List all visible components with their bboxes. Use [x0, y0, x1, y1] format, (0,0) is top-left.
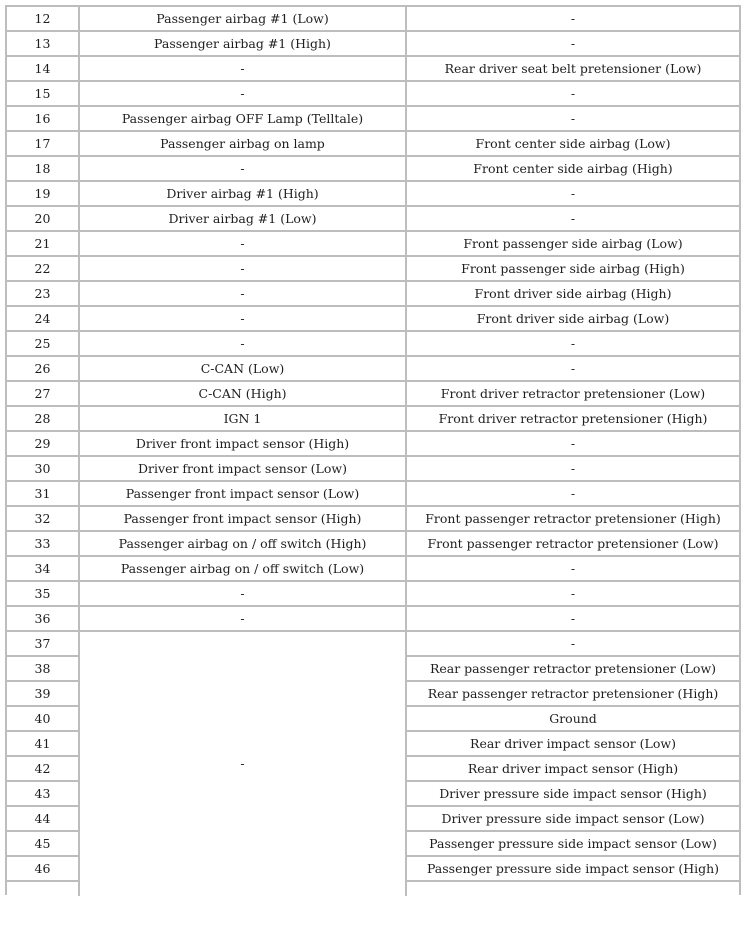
pin-number-cell: 25 [6, 331, 79, 356]
function-b-cell: - [406, 456, 740, 481]
function-a-cell: - [79, 156, 406, 181]
function-b-cell: Front center side airbag (High) [406, 156, 740, 181]
function-b-cell: - [406, 356, 740, 381]
function-a-cell: Passenger airbag on / off switch (Low) [79, 556, 406, 581]
pin-number-cell: 46 [6, 856, 79, 881]
function-a-cell: IGN 1 [79, 406, 406, 431]
function-b-cell: Ground [406, 706, 740, 731]
pin-number-cell: 32 [6, 506, 79, 531]
table-row [6, 331, 740, 356]
function-b-cell: - [406, 81, 740, 106]
pin-number-cell: 28 [6, 406, 79, 431]
pin-number-cell: 27 [6, 381, 79, 406]
pin-number-cell: 34 [6, 556, 79, 581]
table-row [6, 281, 740, 306]
table-row [6, 556, 740, 581]
pin-table-body [6, 6, 740, 895]
function-b-cell: - [406, 581, 740, 606]
table-row [6, 131, 740, 156]
pin-number-cell: 14 [6, 56, 79, 81]
empty-cell [6, 881, 79, 895]
function-a-cell: - [79, 306, 406, 331]
pin-number-cell: 15 [6, 81, 79, 106]
function-a-cell: Passenger front impact sensor (Low) [79, 481, 406, 506]
table-row [6, 306, 740, 331]
function-b-cell: Passenger pressure side impact sensor (High) [406, 856, 740, 881]
pin-number-cell: 31 [6, 481, 79, 506]
function-b-cell: Front passenger retractor pretensioner (High) [406, 506, 740, 531]
pin-number-cell: 22 [6, 256, 79, 281]
pin-number-cell: 42 [6, 756, 79, 781]
function-b-cell: - [406, 556, 740, 581]
table-row [6, 506, 740, 531]
function-a-cell: Driver airbag #1 (Low) [79, 206, 406, 231]
function-b-cell: Front driver retractor pretensioner (Low) [406, 381, 740, 406]
function-a-cell: - [79, 256, 406, 281]
function-a-cell: Passenger airbag on lamp [79, 131, 406, 156]
function-b-cell: Driver pressure side impact sensor (High) [406, 781, 740, 806]
pin-number-cell: 21 [6, 231, 79, 256]
pin-number-cell: 26 [6, 356, 79, 381]
pin-number-cell: 39 [6, 681, 79, 706]
pin-number-cell: 41 [6, 731, 79, 756]
table-row [6, 481, 740, 506]
function-a-merged-cell: - [79, 631, 406, 895]
table-row [6, 56, 740, 81]
function-a-cell: Driver airbag #1 (High) [79, 181, 406, 206]
pin-number-cell: 33 [6, 531, 79, 556]
function-b-cell: - [406, 31, 740, 56]
function-a-cell: Passenger airbag OFF Lamp (Telltale) [79, 106, 406, 131]
function-b-cell: - [406, 331, 740, 356]
table-row [6, 231, 740, 256]
table-row [6, 356, 740, 381]
function-a-cell: Passenger airbag #1 (Low) [79, 6, 406, 31]
table-row [6, 531, 740, 556]
pin-number-cell: 18 [6, 156, 79, 181]
pin-function-table [5, 5, 741, 896]
function-a-cell: - [79, 231, 406, 256]
function-b-cell: Rear driver impact sensor (High) [406, 756, 740, 781]
pin-number-cell: 29 [6, 431, 79, 456]
pin-number-cell: 12 [6, 6, 79, 31]
table-row [6, 381, 740, 406]
pin-number-cell: 44 [6, 806, 79, 831]
function-b-cell: Front passenger retractor pretensioner (Low) [406, 531, 740, 556]
pin-number-cell: 17 [6, 131, 79, 156]
function-b-cell: Rear passenger retractor pretensioner (High) [406, 681, 740, 706]
pin-number-cell: 37 [6, 631, 79, 656]
function-b-cell: Front passenger side airbag (High) [406, 256, 740, 281]
function-a-cell: - [79, 606, 406, 631]
function-a-cell: Passenger front impact sensor (High) [79, 506, 406, 531]
function-b-cell: Rear driver seat belt pretensioner (Low) [406, 56, 740, 81]
function-b-cell: - [406, 631, 740, 656]
function-b-cell: - [406, 106, 740, 131]
function-a-cell: Driver front impact sensor (High) [79, 431, 406, 456]
pin-number-cell: 20 [6, 206, 79, 231]
function-b-cell: Driver pressure side impact sensor (Low) [406, 806, 740, 831]
function-a-cell: - [79, 581, 406, 606]
function-a-cell: - [79, 281, 406, 306]
table-row [6, 206, 740, 231]
table-row [6, 581, 740, 606]
function-b-cell: Front driver side airbag (Low) [406, 306, 740, 331]
function-a-cell: Driver front impact sensor (Low) [79, 456, 406, 481]
pin-number-cell: 40 [6, 706, 79, 731]
pin-number-cell: 45 [6, 831, 79, 856]
pin-number-cell: 16 [6, 106, 79, 131]
function-b-cell: Rear passenger retractor pretensioner (Low) [406, 656, 740, 681]
function-b-cell: Front driver side airbag (High) [406, 281, 740, 306]
pin-number-cell: 36 [6, 606, 79, 631]
function-a-cell: C-CAN (High) [79, 381, 406, 406]
table-row [6, 631, 740, 656]
function-a-cell: - [79, 331, 406, 356]
function-a-cell: C-CAN (Low) [79, 356, 406, 381]
function-b-cell: - [406, 6, 740, 31]
function-b-cell: Rear driver impact sensor (Low) [406, 731, 740, 756]
pin-number-cell: 35 [6, 581, 79, 606]
table-row [6, 106, 740, 131]
function-a-cell: - [79, 56, 406, 81]
table-row [6, 81, 740, 106]
table-row [6, 6, 740, 31]
function-b-cell: - [406, 481, 740, 506]
pin-number-cell: 23 [6, 281, 79, 306]
table-row [6, 456, 740, 481]
table-row [6, 156, 740, 181]
function-a-cell: Passenger airbag on / off switch (High) [79, 531, 406, 556]
table-row [6, 606, 740, 631]
function-b-cell: - [406, 431, 740, 456]
function-b-cell: Front driver retractor pretensioner (High) [406, 406, 740, 431]
function-b-cell: - [406, 181, 740, 206]
function-b-cell: - [406, 606, 740, 631]
table-row [6, 31, 740, 56]
function-a-cell: Passenger airbag #1 (High) [79, 31, 406, 56]
pin-number-cell: 24 [6, 306, 79, 331]
pin-number-cell: 19 [6, 181, 79, 206]
table-row [6, 256, 740, 281]
pin-number-cell: 38 [6, 656, 79, 681]
pin-number-cell: 30 [6, 456, 79, 481]
table-row [6, 431, 740, 456]
function-b-cell: - [406, 206, 740, 231]
pin-number-cell: 43 [6, 781, 79, 806]
table-row [6, 406, 740, 431]
empty-cell [406, 881, 740, 895]
pin-number-cell: 13 [6, 31, 79, 56]
function-a-cell: - [79, 81, 406, 106]
function-b-cell: Front center side airbag (Low) [406, 131, 740, 156]
table-row [6, 181, 740, 206]
function-b-cell: Passenger pressure side impact sensor (Low) [406, 831, 740, 856]
function-b-cell: Front passenger side airbag (Low) [406, 231, 740, 256]
